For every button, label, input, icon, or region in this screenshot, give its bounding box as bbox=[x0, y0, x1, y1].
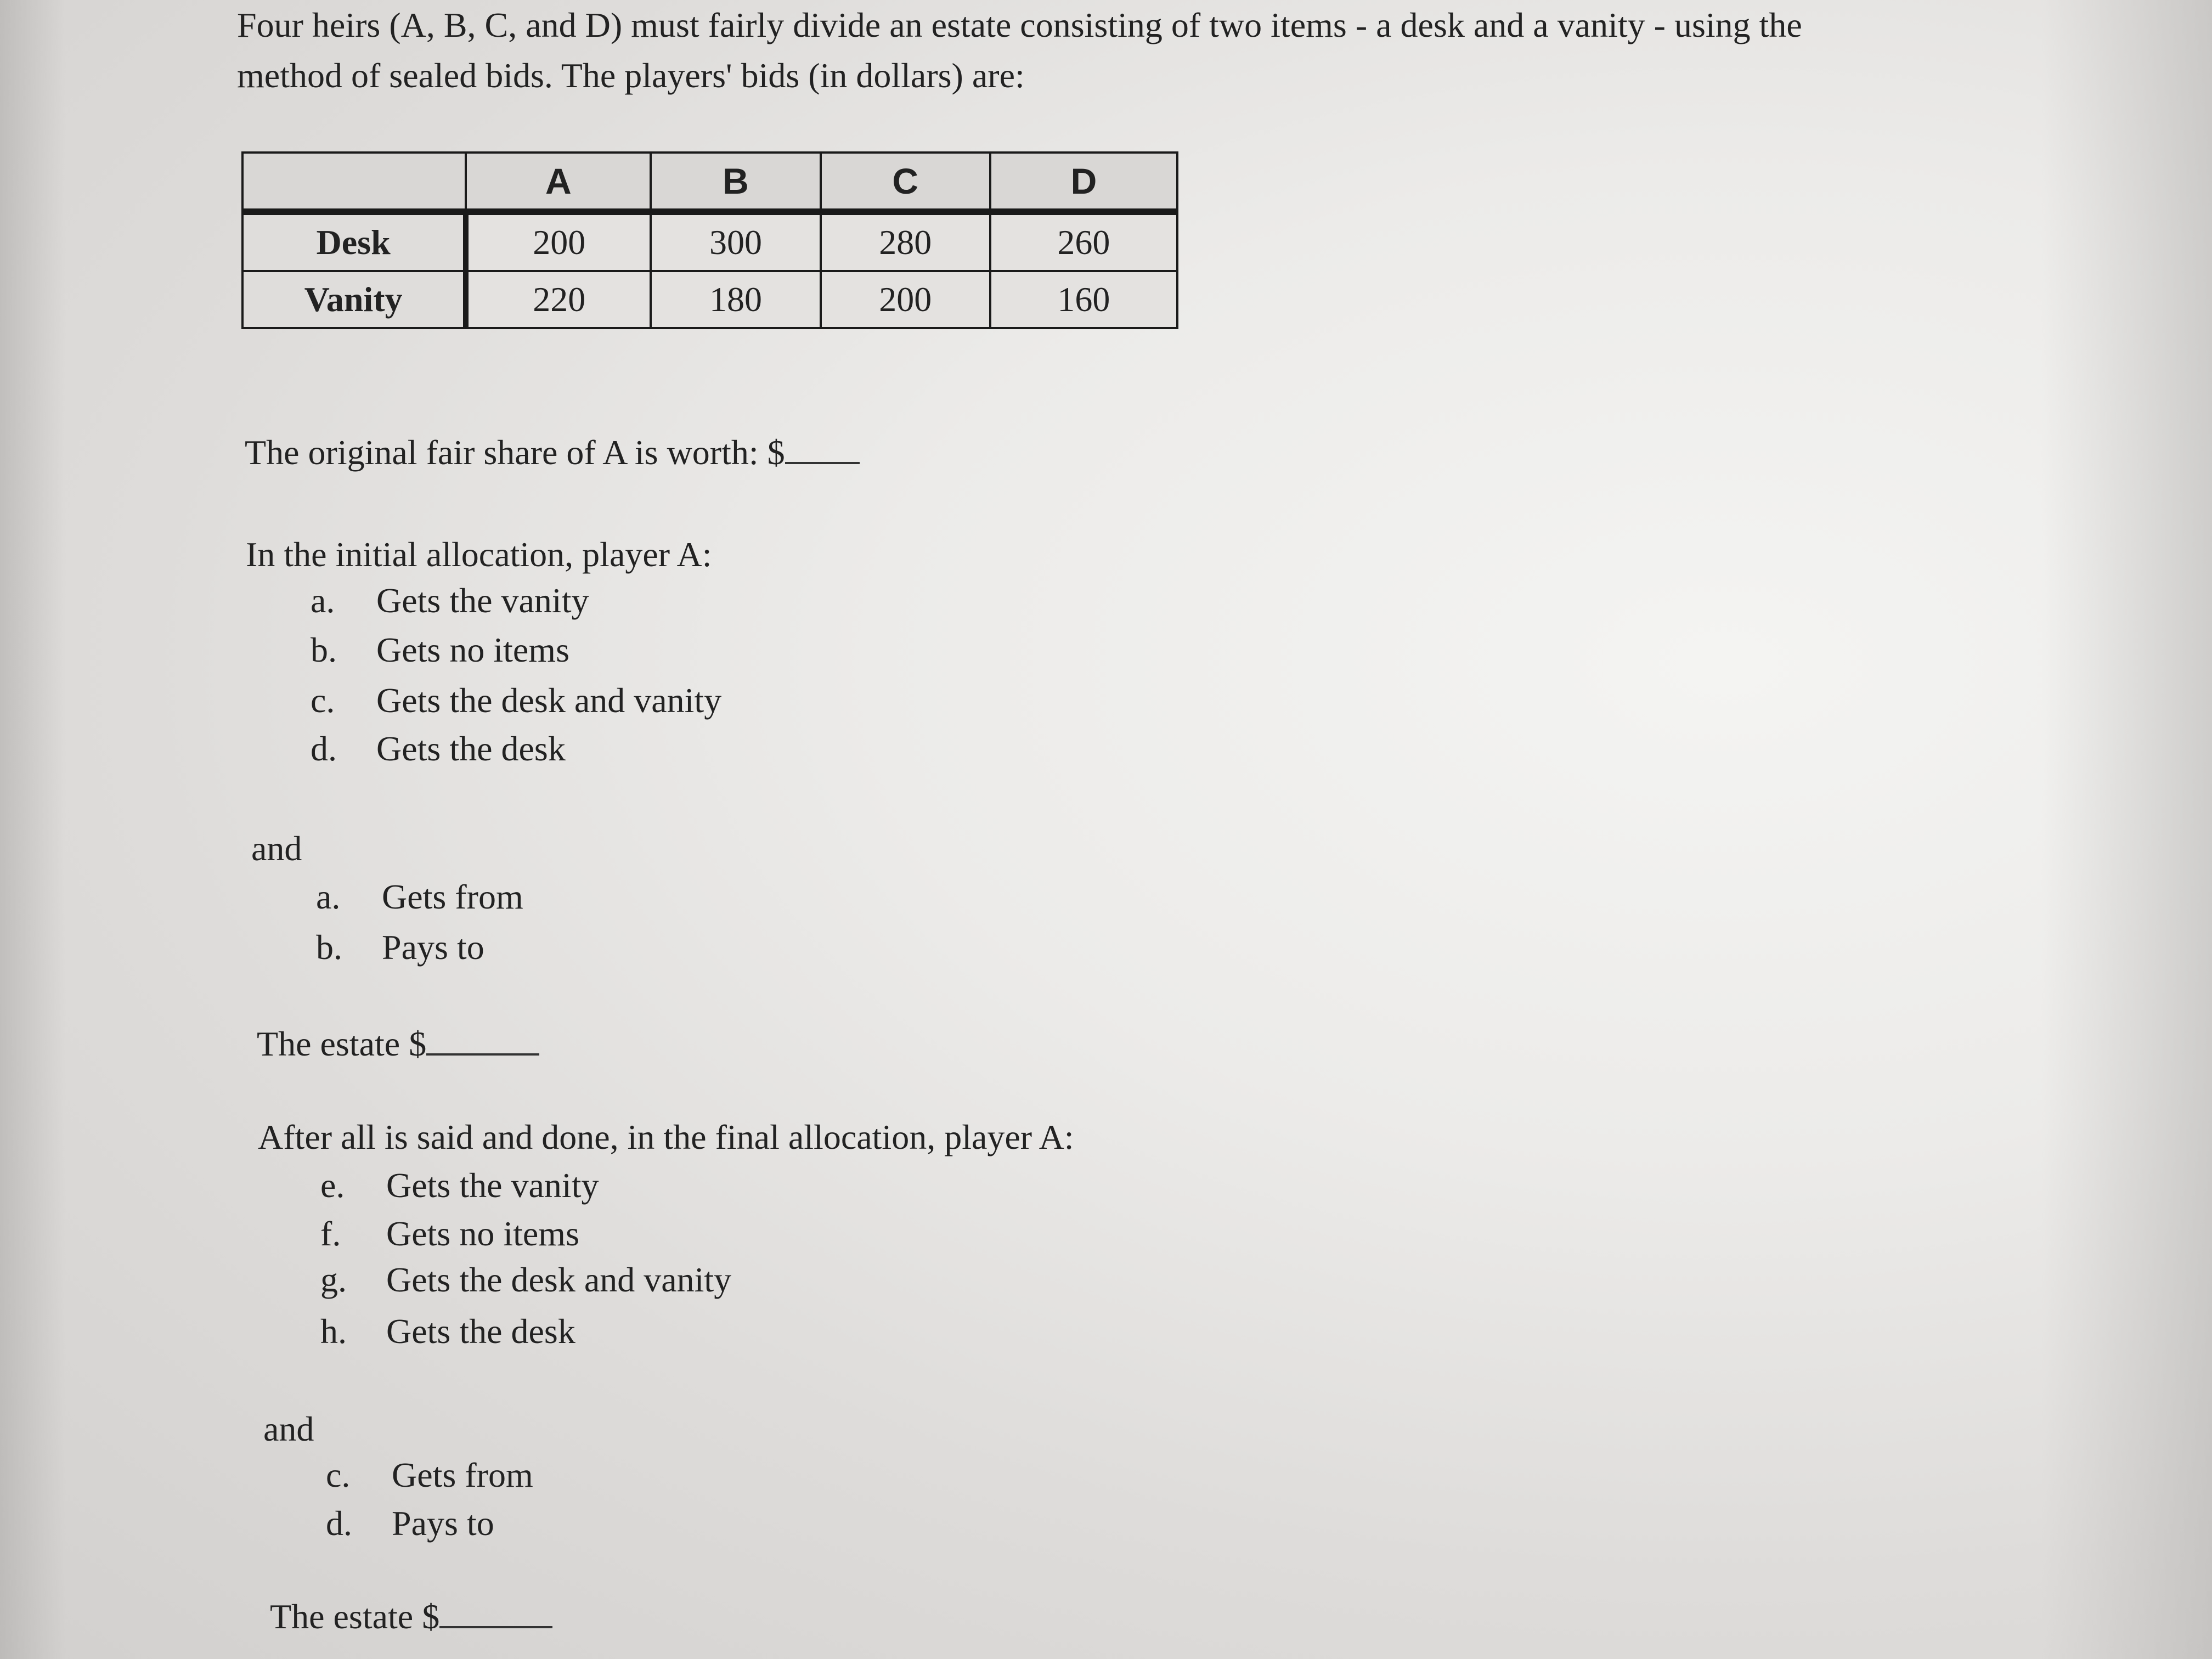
page-shadow-left bbox=[0, 0, 66, 1659]
option-text: Pays to bbox=[382, 928, 484, 967]
final-estate-blank[interactable] bbox=[439, 1621, 552, 1628]
fair-share-question bbox=[245, 432, 860, 473]
option-text: Pays to bbox=[392, 1504, 494, 1543]
final-estate-question bbox=[270, 1596, 552, 1637]
initial-option-a[interactable] bbox=[311, 580, 589, 621]
final-option-h[interactable] bbox=[320, 1311, 575, 1352]
column-header: D bbox=[990, 153, 1177, 212]
option-letter: a. bbox=[316, 877, 341, 916]
option-letter: d. bbox=[311, 729, 337, 768]
table-row bbox=[242, 271, 1177, 328]
option-letter: e. bbox=[320, 1166, 345, 1205]
option-text: Gets the desk bbox=[386, 1312, 575, 1351]
bid-cell: 160 bbox=[990, 271, 1177, 328]
option-text: Gets the vanity bbox=[376, 581, 589, 620]
initial-option-c[interactable] bbox=[311, 680, 721, 721]
option-text: Gets the desk and vanity bbox=[386, 1260, 732, 1299]
bid-cell: 200 bbox=[821, 271, 990, 328]
option-letter: b. bbox=[311, 630, 337, 669]
initial-and-label: and bbox=[251, 829, 302, 868]
option-letter: g. bbox=[320, 1260, 347, 1299]
option-text: Gets the desk bbox=[376, 729, 566, 768]
initial-allocation-prompt: In the initial allocation, player A: bbox=[246, 535, 712, 574]
bid-cell: 200 bbox=[466, 212, 651, 271]
option-letter: c. bbox=[311, 681, 335, 720]
option-letter: b. bbox=[316, 928, 342, 967]
initial-estate-label: The estate $ bbox=[257, 1024, 427, 1063]
page-shadow-right bbox=[2041, 0, 2212, 1659]
bid-cell: 280 bbox=[821, 212, 990, 271]
option-text: Gets the desk and vanity bbox=[376, 681, 722, 720]
table-header-row bbox=[242, 153, 1177, 212]
option-letter: f. bbox=[320, 1214, 341, 1253]
column-header: C bbox=[821, 153, 990, 212]
fair-share-blank[interactable] bbox=[785, 456, 860, 464]
column-header: B bbox=[651, 153, 820, 212]
bid-cell: 300 bbox=[651, 212, 820, 271]
initial-option-b[interactable] bbox=[311, 630, 569, 670]
table-row bbox=[242, 212, 1177, 271]
bids-table bbox=[241, 151, 1178, 329]
final-payment-option-c[interactable] bbox=[326, 1455, 533, 1496]
intro-text: Four heirs (A, B, C, and D) must fairly divide an estate consisting of two items - a desk and a vanity - using the method of sealed bids. The players' bids (in dollars) are: bbox=[237, 5, 1802, 95]
final-estate-label: The estate $ bbox=[270, 1597, 440, 1636]
table-corner-cell bbox=[242, 153, 466, 212]
initial-payment-option-a[interactable] bbox=[316, 877, 523, 917]
option-text: Gets the vanity bbox=[386, 1166, 599, 1205]
option-text: Gets from bbox=[382, 877, 523, 916]
bid-cell: 180 bbox=[651, 271, 820, 328]
initial-estate-question bbox=[257, 1024, 539, 1064]
final-allocation-prompt: After all is said and done, in the final allocation, player A: bbox=[258, 1118, 1074, 1156]
final-option-f[interactable] bbox=[320, 1214, 579, 1254]
option-letter: h. bbox=[320, 1312, 347, 1351]
column-header: A bbox=[466, 153, 651, 212]
option-letter: d. bbox=[326, 1504, 352, 1543]
final-option-g[interactable] bbox=[320, 1260, 731, 1300]
option-text: Gets no items bbox=[386, 1214, 579, 1253]
initial-payment-option-b[interactable] bbox=[316, 927, 484, 968]
final-option-e[interactable] bbox=[320, 1165, 599, 1206]
initial-estate-blank[interactable] bbox=[426, 1048, 539, 1056]
option-text: Gets no items bbox=[376, 630, 569, 669]
final-and-label: and bbox=[263, 1409, 314, 1448]
option-letter: a. bbox=[311, 581, 335, 620]
initial-option-d[interactable] bbox=[311, 729, 566, 769]
row-label: Vanity bbox=[242, 271, 466, 328]
option-text: Gets from bbox=[392, 1455, 533, 1494]
fair-share-prompt: The original fair share of A is worth: $ bbox=[245, 433, 785, 472]
final-payment-option-d[interactable] bbox=[326, 1503, 494, 1544]
bid-cell: 260 bbox=[990, 212, 1177, 271]
bid-cell: 220 bbox=[466, 271, 651, 328]
option-letter: c. bbox=[326, 1455, 351, 1494]
row-label: Desk bbox=[242, 212, 466, 271]
